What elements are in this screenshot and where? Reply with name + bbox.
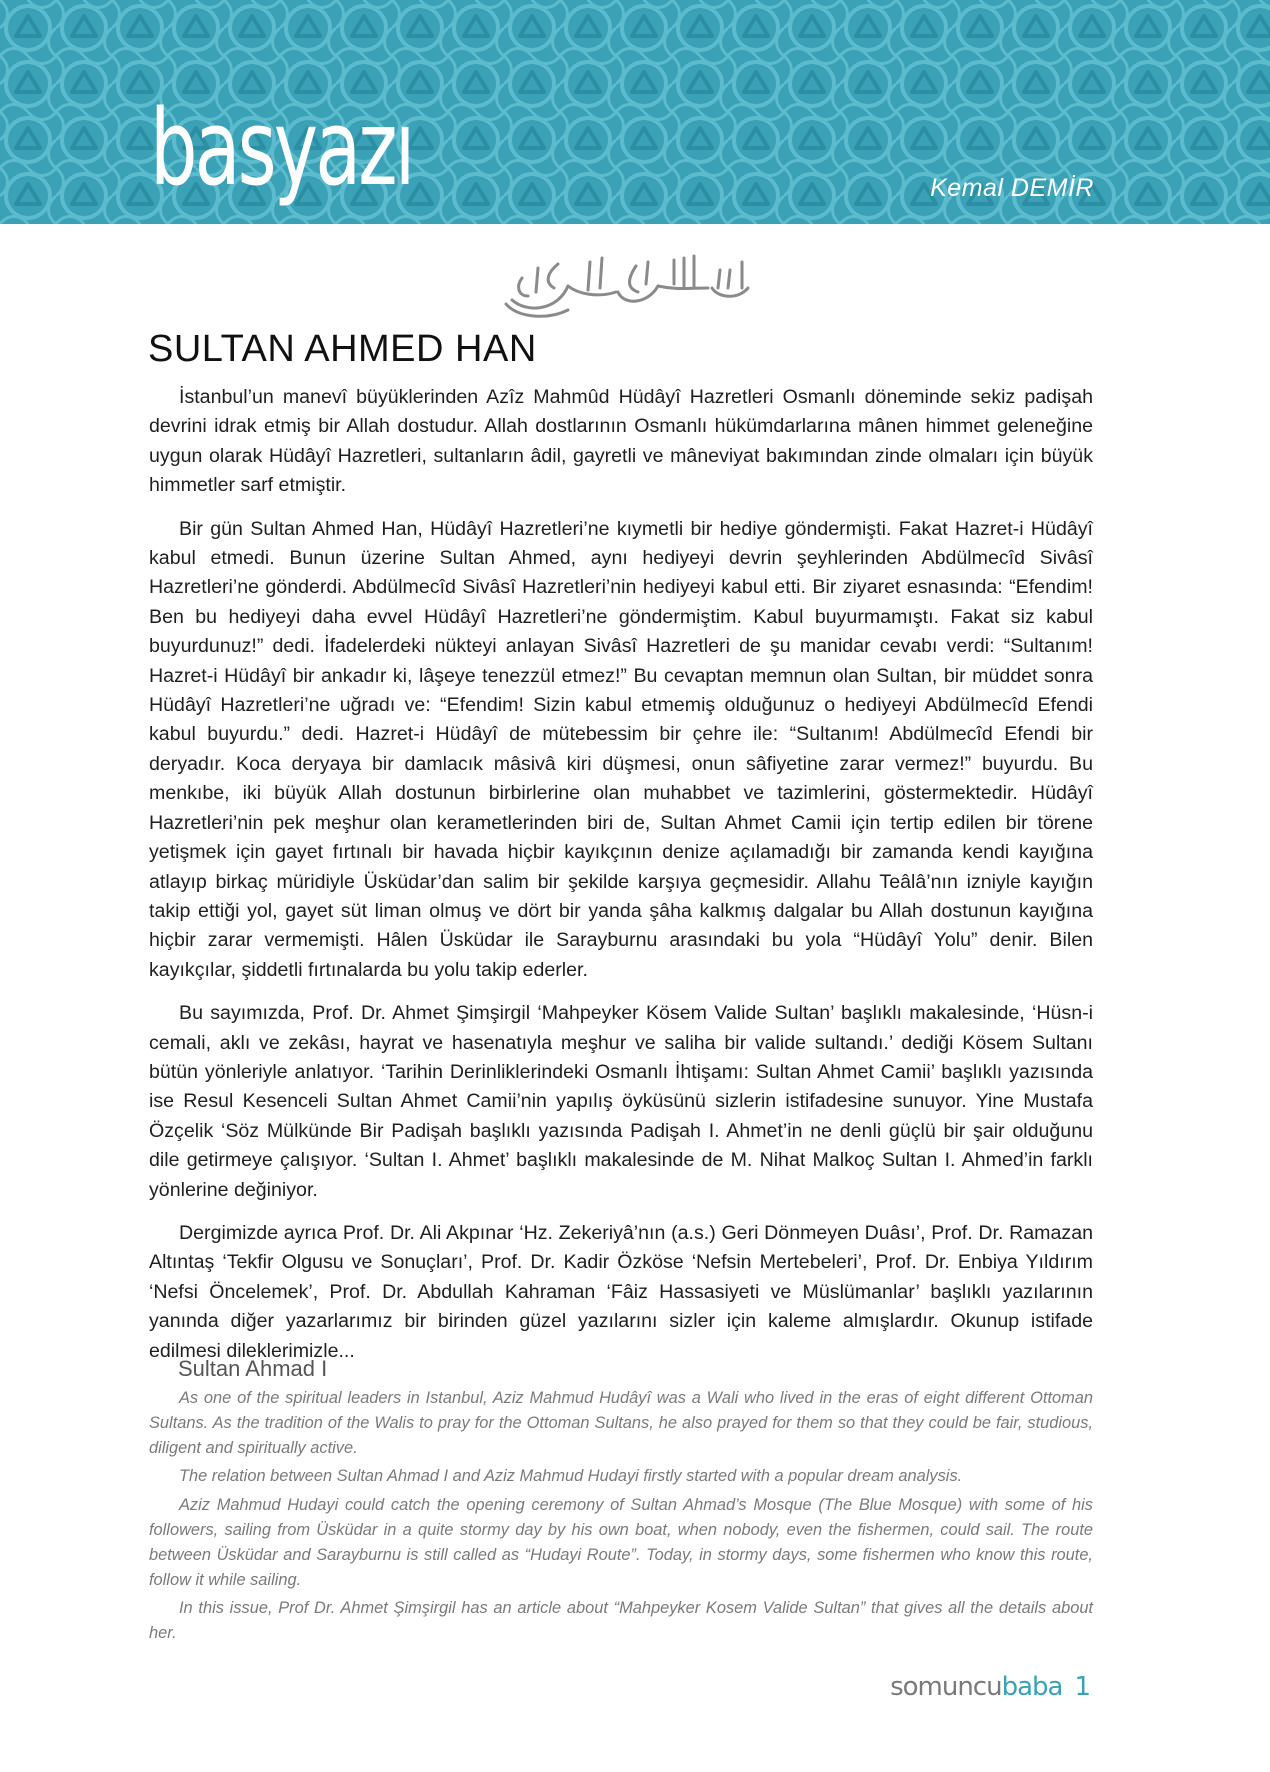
english-summary-title: Sultan Ahmad I <box>178 1356 328 1381</box>
magazine-name-part2: baba <box>1001 1672 1063 1702</box>
english-paragraph: As one of the spiritual leaders in Istanbul, Aziz Mahmud Hudâyî was a Wali who lived in the eras of eight different Ottoman Sultans. As the tradition of the Walis to pray for the Ottoman Sultans, he also prayed for them so that they could be fair, studious, diligent and spiritually active. <box>149 1389 1093 1457</box>
page-footer <box>890 1672 1090 1702</box>
english-paragraph: Aziz Mahmud Hudayi could catch the opening ceremony of Sultan Ahmad’s Mosque (The Blue Mosque) with some of his followers, sailing from Üsküdar in a quite stormy day by his own boat, when nobody, even the fishermen, could sail. The route between Üsküdar and Sarayburnu is still called as “Hudayi Route”. Today, in stormy days, some fishermen who know this route, follow it while sailing. <box>149 1496 1093 1589</box>
page-number: 1 <box>1074 1672 1090 1702</box>
article-paragraph: Bu sayımızda, Prof. Dr. Ahmet Şimşirgil ‘Mahpeyker Kösem Valide Sultan’ başlıklı makalesinde, ‘Hüsn-i cemali, aklı ve zekâsı, hayrat ve hasenatıyla meşhur ve saliha bir valide sultandı.’ dediği Kösem Sultanı bütün yönleriyle anlatıyor. ‘Tarihin Derinliklerindeki Osmanlı İhtişamı: Sultan Ahmet Camii’ başlıklı yazısında ise Resul Kesenceli Sultan Ahmet Camii’nin yapılış öyküsünü sizlerin istifadesine sunuyor. Yine Mustafa Özçelik ‘Söz Mülkünde Bir Padişah başlıklı yazısında Padişah I. Ahmet’in ne denli güçlü bir şair olduğunu dile getirmeye çalışıyor. ‘Sultan I. Ahmet’ başlıklı makalesinde de M. Nihat Malkoç Sultan I. Ahmed’in farklı yönlerine değiniyor. <box>149 1002 1093 1201</box>
article-paragraph: İstanbul’un manevî büyüklerinden Azîz Mahmûd Hüdâyî Hazretleri Osmanlı döneminde sekiz padişah devrini idrak etmiş bir Allah dostudur. Allah dostlarının Osmanlı hükümdarlarına mânen himmet geleneğine uygun olarak Hüdâyî Hazretleri, sultanların âdil, gayretli ve mâneviyat bakımından zinde olmaları için büyük himmetler sarf etmiştir. <box>149 386 1093 497</box>
magazine-name-part1: somuncu <box>890 1672 1002 1702</box>
english-paragraph: The relation between Sultan Ahmad I and Aziz Mahmud Hudayi firstly started with a popular dream analysis. <box>179 1467 963 1486</box>
article-title: SULTAN AHMED HAN <box>148 328 537 370</box>
header-banner <box>0 0 1270 224</box>
english-summary <box>149 1386 1093 1650</box>
article-body <box>149 383 1093 1380</box>
article-paragraph: Dergimizde ayrıca Prof. Dr. Ali Akpınar ‘Hz. Zekeriyâ’nın (a.s.) Geri Dönmeyen Duâsı’, Prof. Dr. Ramazan Altıntaş ‘Tekfir Olgusu ve Sonuçları’, Prof. Dr. Kadir Özköse ‘Nefsin Mertebeleri’, Prof. Dr. Enbiya Yıldırım ‘Nefsi Öncelemek’, Prof. Dr. Abdullah Kahraman ‘Fâiz Hassasiyeti ve Müslümanlar’ başlıklı yazılarının yanında diğer yazarlarımız bir birinden güzel yazılarını sizler için kaleme almışlardır. Okunup istifade edilmesi dileklerimizle... <box>149 1221 1093 1362</box>
basmala-calligraphy-icon <box>498 248 758 324</box>
section-title: basyazı <box>150 87 413 209</box>
english-paragraph: In this issue, Prof Dr. Ahmet Şimşirgil has an article about “Mahpeyker Kosem Valide Sultan” that gives all the details about her. <box>149 1599 1093 1643</box>
article-paragraph: Bir gün Sultan Ahmed Han, Hüdâyî Hazretleri’ne kıymetli bir hediye göndermişti. Fakat Hazret-i Hüdâyî kabul etmedi. Bunun üzerine Sultan Ahmed, aynı hediyeyi devrin şeyhlerinden Abdülmecîd Sivâsî Hazretleri’ne gönderdi. Abdülmecîd Sivâsî Hazretleri’nin hediyeyi kabul etti. Bir ziyaret esnasında: “Efendim! Ben bu hediyeyi daha evvel Hüdâyî Hazretleri’ne göndermiştim. Kabul buyurmamıştı. Fakat siz kabul buyurdunuz!” dedi. İfadelerdeki nükteyi anlayan Sivâsî Hazretleri de şu manidar cevabı verdi: “Sultanım! Hazret-i Hüdâyî bir ankadır ki, lâşeye tenezzül etmez!” Bu cevaptan memnun olan Sultan, bir müddet sonra Hüdâyî Hazretleri’ne uğradı ve: “Efendim! Sizin kabul etmemiş olduğunuz o hediyeyi Abdülmecîd Efendi kabul buyurdu.” dedi. Hazret-i Hüdâyî de mütebessim bir çehre ile: “Sultanım! Abdülmecîd Efendi bir deryadır. Koca deryaya bir damlacık mâsivâ kiri düşmesi, onun sâfiyetine zarar vermez!” buyurdu. Bu menkıbe, iki büyük Allah dostunun birbirlerine olan muhabbet ve tazimlerini, göstermektedir. Hüdâyî Hazretleri’nin pek meşhur olan kerametlerinden biri de, Sultan Ahmet Camii için tertip edilen bir törene yetişmek için gayet fırtınalı bir havada hiçbir kayıkçının denize açılamadığı bir zamanda kendi kayığına atlayıp birkaç müridiyle Üsküdar’dan salim bir şekilde karşıya geçmesidir. Allahu Teâlâ’nın izniyle kayığın takip ettiği yol, gayet süt liman olmuş ve dört bir yanda şâha kalkmış dalgalar bu Allah dostunun kayığına hiçbir zarar vermemişti. Hâlen Üsküdar ile Sarayburnu arasındaki bu yola “Hüdâyî Yolu” denir. Bilen kayıkçılar, şiddetli fırtınalarda bu yolu takip ederler. <box>149 517 1093 981</box>
author-name: Kemal DEMİR <box>930 174 1094 202</box>
